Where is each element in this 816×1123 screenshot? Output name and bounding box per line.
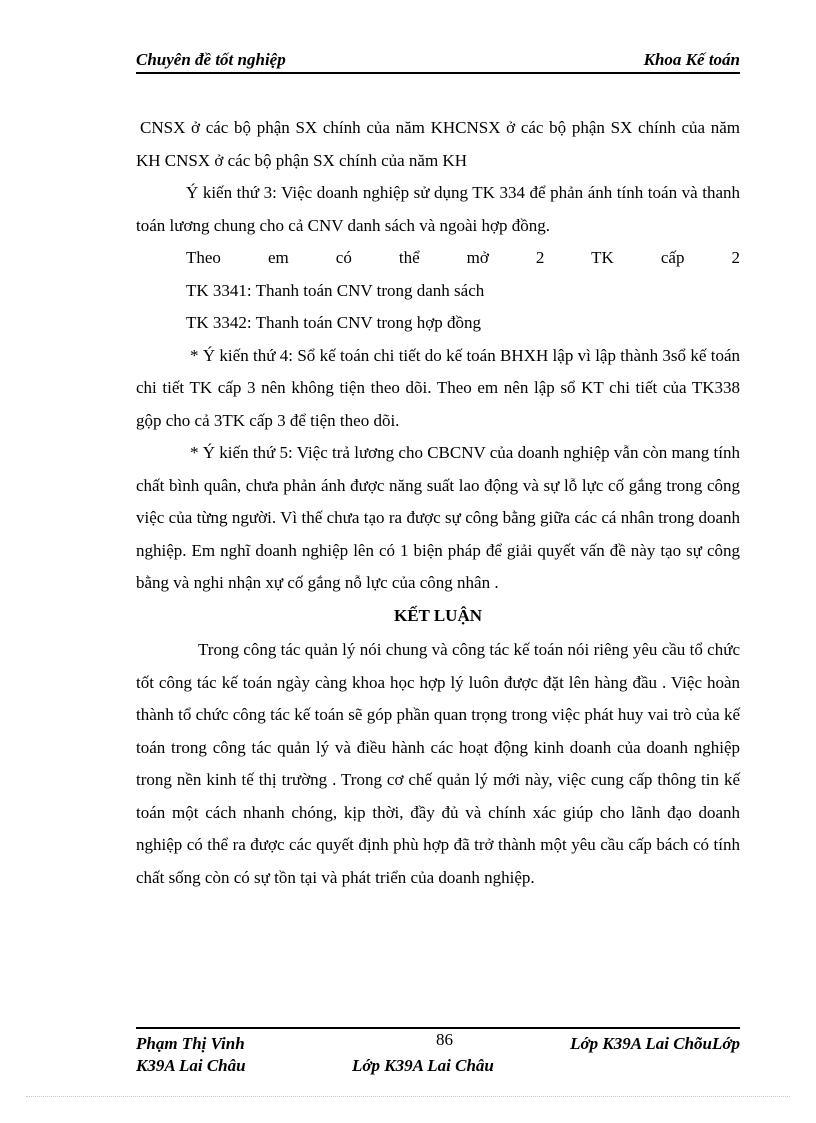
page-bottom-border — [26, 1096, 790, 1097]
paragraph-tk3342: TK 3342: Thanh toán CNV trong hợp đồng — [186, 313, 481, 332]
footer-author: Phạm Thị Vinh — [136, 1034, 245, 1053]
page-header — [136, 46, 740, 74]
paragraph-opinion-3: Ý kiến thứ 3: Việc doanh nghiệp sử dụng TK 334 để phản ánh tính toán và thanh toán lương chung cho cả CNV danh sách và ngoài hợp đồng. — [136, 183, 740, 235]
paragraph-cnsx: CNSX ở các bộ phận SX chính của năm KHCNSX ở các bộ phận SX chính của năm KH CNSX ở các bộ phận SX chính của năm KH — [136, 118, 740, 170]
paragraph-tk3341: TK 3341: Thanh toán CNV trong danh sách — [186, 280, 485, 300]
footer-divider — [136, 1027, 740, 1029]
paragraph-opinion-5: * Ý kiến thứ 5: Việc trả lương cho CBCNV của doanh nghiệp vẫn còn mang tính chất bình quân, chưa phản ánh được năng suất lao động và sự lỗ lực cố gắng trong công việc của từng người. Vì thế chưa tạo ra được sự công bằng giữa các cá nhân trong doanh nghiệp. Em nghĩ doanh nghiệp lên có 1 biện pháp để giải quyết vấn đề này tạo sự công bằng và nghi nhận xự cố gắng nỗ lực của công nhân . — [136, 443, 740, 592]
footer-class: Lớp K39A Lai ChõuLớp — [570, 1034, 740, 1053]
footer-class-continued: K39A Lai Châu — [136, 1056, 246, 1075]
paragraph-accounts-intro: Theo em có thể mở 2 TK cấp 2 — [186, 248, 740, 267]
page-number: 86 — [436, 1030, 453, 1049]
footer-class-repeat: Lớp K39A Lai Châu — [352, 1056, 494, 1075]
paragraph-opinion-4: * Ý kiến thứ 4: Sổ kế toán chi tiết do kế toán BHXH lập vì lập thành 3sổ kế toán chi tiết TK cấp 3 nên không tiện theo dõi. Theo em nên lập sổ KT chi tiết của TK338 gộp cho cả 3TK cấp 3 để tiện theo dõi. — [136, 345, 740, 430]
document-body — [136, 112, 740, 894]
header-department: Khoa Kế toán — [643, 50, 740, 69]
conclusion-paragraph: Trong công tác quản lý nói chung và công tác kế toán nói riêng yêu cầu tổ chức tốt công tác kế toán ngày càng khoa học hợp lý luôn được đặt lên hàng đầu . Việc hoàn thành tổ chức công tác kế toán sẽ góp phần quan trọng trong việc phát huy vai trò của kế toán trong công tác quản lý và điều hành các hoạt động kinh doanh của doanh nghiệp trong nền kinh tế thị trường . Trong cơ chế quản lý mới này, việc cung cấp thông tin kế toán một cách nhanh chóng, kịp thời, đầy đủ và chính xác giúp cho lãnh đạo doanh nghiệp có thể ra được các quyết định phù hợp đã trở thành một yêu cầu cấp bách có tính chất sống còn có sự tồn tại và phát triển của doanh nghiệp. — [136, 640, 740, 887]
conclusion-title: KẾT LUẬN — [393, 605, 482, 625]
header-title: Chuyên đề tốt nghiệp — [136, 50, 286, 69]
